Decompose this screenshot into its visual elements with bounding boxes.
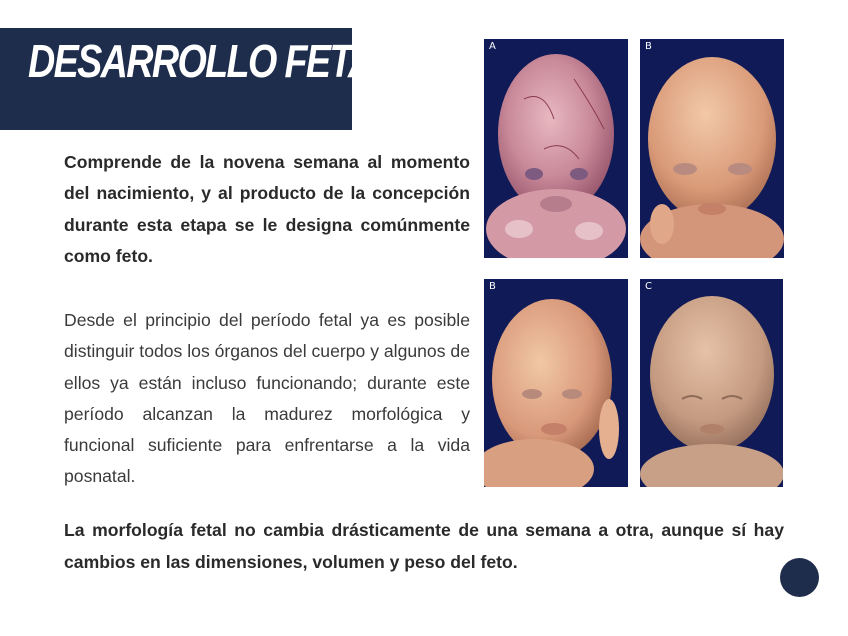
fetus-photo-c: [640, 279, 783, 487]
photo-label-b-bottom: B: [489, 281, 496, 292]
fetus-image-c: [640, 279, 783, 487]
morphology-paragraph: La morfología fetal no cambia drásticamente de una semana a otra, aunque sí hay cambios en las dimensiones, volumen y peso del feto.: [64, 520, 784, 572]
fetus-photo-a: [484, 39, 628, 258]
fetus-photo-b-top: [640, 39, 784, 258]
photo-label-b-top: B: [645, 41, 652, 52]
photo-label-c: C: [645, 281, 652, 292]
photo-label-a: A: [489, 41, 496, 52]
organs-paragraph: Desde el principio del período fetal ya es posible distinguir todos los órganos del cuerpo y algunos de ellos ya están incluso funcionando; durante este período alcanzan la madurez morfológica y funcional suficiente para enfrentarse a la vida posnatal.: [64, 310, 470, 487]
fetus-photo-b-bottom: [484, 279, 628, 487]
fetus-image-a: [484, 39, 628, 258]
decorative-circle: [780, 558, 819, 597]
fetus-image-b-bottom: [484, 279, 628, 487]
slide-title: DESARROLLO FETAL: [28, 35, 396, 87]
intro-paragraph: Comprende de la novena semana al momento del nacimiento, y al producto de la concepción durante esta etapa se le designa comúnmente como feto.: [64, 152, 470, 266]
fetus-image-b-top: [640, 39, 784, 258]
